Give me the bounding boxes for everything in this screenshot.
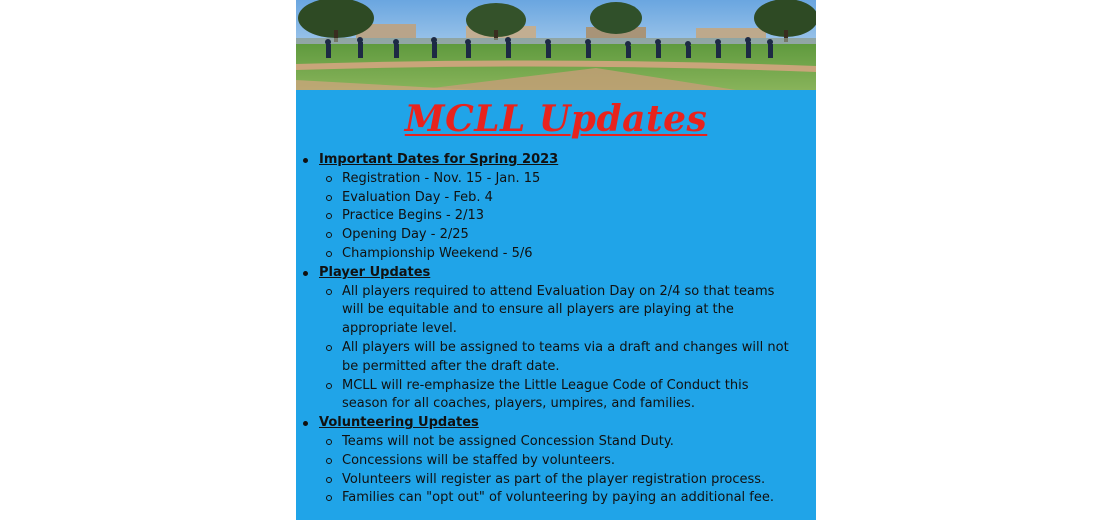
list-item: MCLL will re-emphasize the Little League Code of Conduct this season for all coaches, players, umpires, and families. — [319, 377, 816, 415]
list-item: Volunteers will register as part of the player registration process. — [319, 471, 816, 490]
baseball-field-image — [296, 0, 816, 90]
important-dates-list — [319, 170, 816, 264]
section-player-updates — [296, 264, 816, 414]
list-item: Evaluation Day - Feb. 4 — [319, 189, 816, 208]
updates-content — [296, 151, 816, 508]
list-item: Teams will not be assigned Concession Stand Duty. — [319, 433, 816, 452]
list-item: Championship Weekend - 5/6 — [319, 245, 816, 264]
list-item: Practice Begins - 2/13 — [319, 207, 816, 226]
section-heading: Important Dates for Spring 2023 — [319, 152, 559, 167]
volunteering-updates-list — [319, 433, 816, 508]
page-title: MCLL Updates — [404, 98, 708, 140]
player-updates-list — [319, 283, 816, 415]
list-item: All players will be assigned to teams via a draft and changes will not be permitted after the draft date. — [319, 339, 816, 377]
list-item: Registration - Nov. 15 - Jan. 15 — [319, 170, 816, 189]
list-item: Families can "opt out" of volunteering by paying an additional fee. — [319, 489, 816, 508]
list-item: All players required to attend Evaluation Day on 2/4 so that teams will be equitable and to ensure all players are playing at the appropriate level. — [319, 283, 816, 339]
section-volunteering-updates — [296, 414, 816, 508]
section-heading: Volunteering Updates — [319, 415, 479, 431]
list-item: Concessions will be staffed by volunteers. — [319, 452, 816, 471]
list-item: Opening Day - 2/25 — [319, 226, 816, 245]
baseball-field-photo — [296, 0, 816, 90]
section-heading: Player Updates — [319, 264, 431, 280]
flyer — [296, 0, 816, 520]
section-important-dates — [296, 151, 816, 264]
sections-list — [296, 151, 816, 508]
